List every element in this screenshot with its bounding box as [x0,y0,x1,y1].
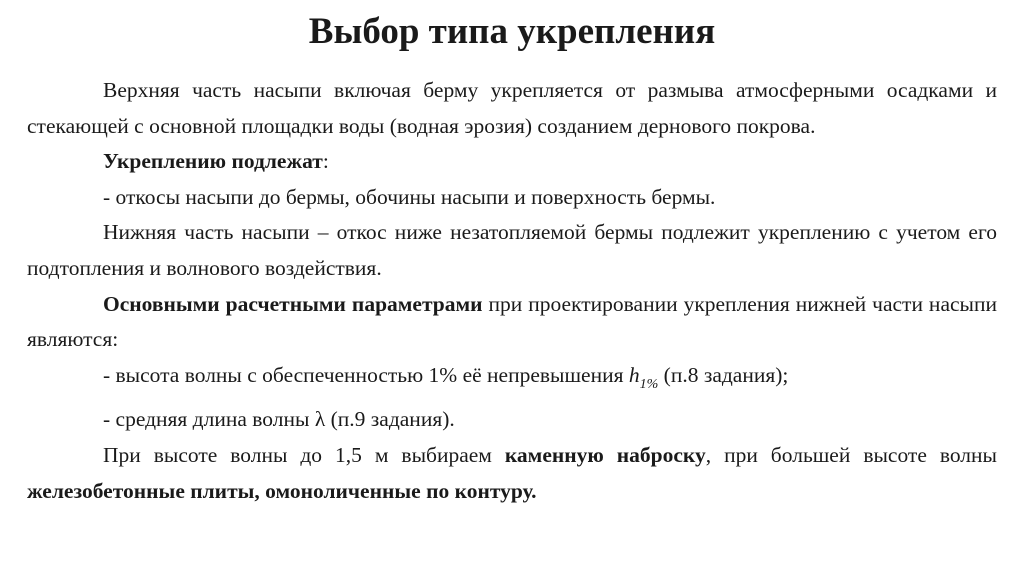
slide-body [27,73,997,509]
math-subscript: 1% [639,376,659,392]
paragraph-to-be-reinforced [27,144,997,180]
math-symbol-h: h [628,362,640,387]
paragraph-choice [27,438,997,509]
text-span: при проектировании укрепления нижней части насыпи являются: [27,291,997,352]
page-title: Выбор типа укрепления [308,11,716,52]
paragraph-upper-part: Верхняя часть насыпи включая берму укрепляется от размыва атмосферными осадками и стекающей с основной площадки воды (водная эрозия) созданием дернового покрова. [27,78,997,138]
bold-heading: Укреплению подлежат [103,149,323,174]
text-span: (п.9 задания). [325,407,455,432]
text-span: При высоте волны до 1,5 м выбираем [103,442,505,467]
bold-phrase: Основными расчетными параметрами [103,291,483,316]
bold-phrase-stone: каменную наброску [504,442,706,467]
text-span: - средняя длина волны [103,407,315,432]
list-item-slopes: - откосы насыпи до бермы, обочины насыпи и поверхность бермы. [103,184,716,209]
text-span: , при большей высоте волны [705,442,997,467]
list-item-wave-height [27,358,997,403]
paragraph-lower-part: Нижняя часть насыпи – откос ниже незатопляемой бермы подлежит укреплению с учетом его подтопления и волнового воздействия. [27,220,997,280]
paragraph-main-parameters [27,287,997,358]
text-span: - высота волны с обеспеченностью 1% её непревышения [103,362,629,387]
colon: : [322,149,329,174]
text-span: (п.8 задания); [658,362,789,387]
list-item-wave-length [27,402,997,438]
math-symbol-lambda: λ [314,407,326,432]
bold-phrase-concrete: железобетонные плиты, омоноличенные по контуру. [27,478,537,503]
